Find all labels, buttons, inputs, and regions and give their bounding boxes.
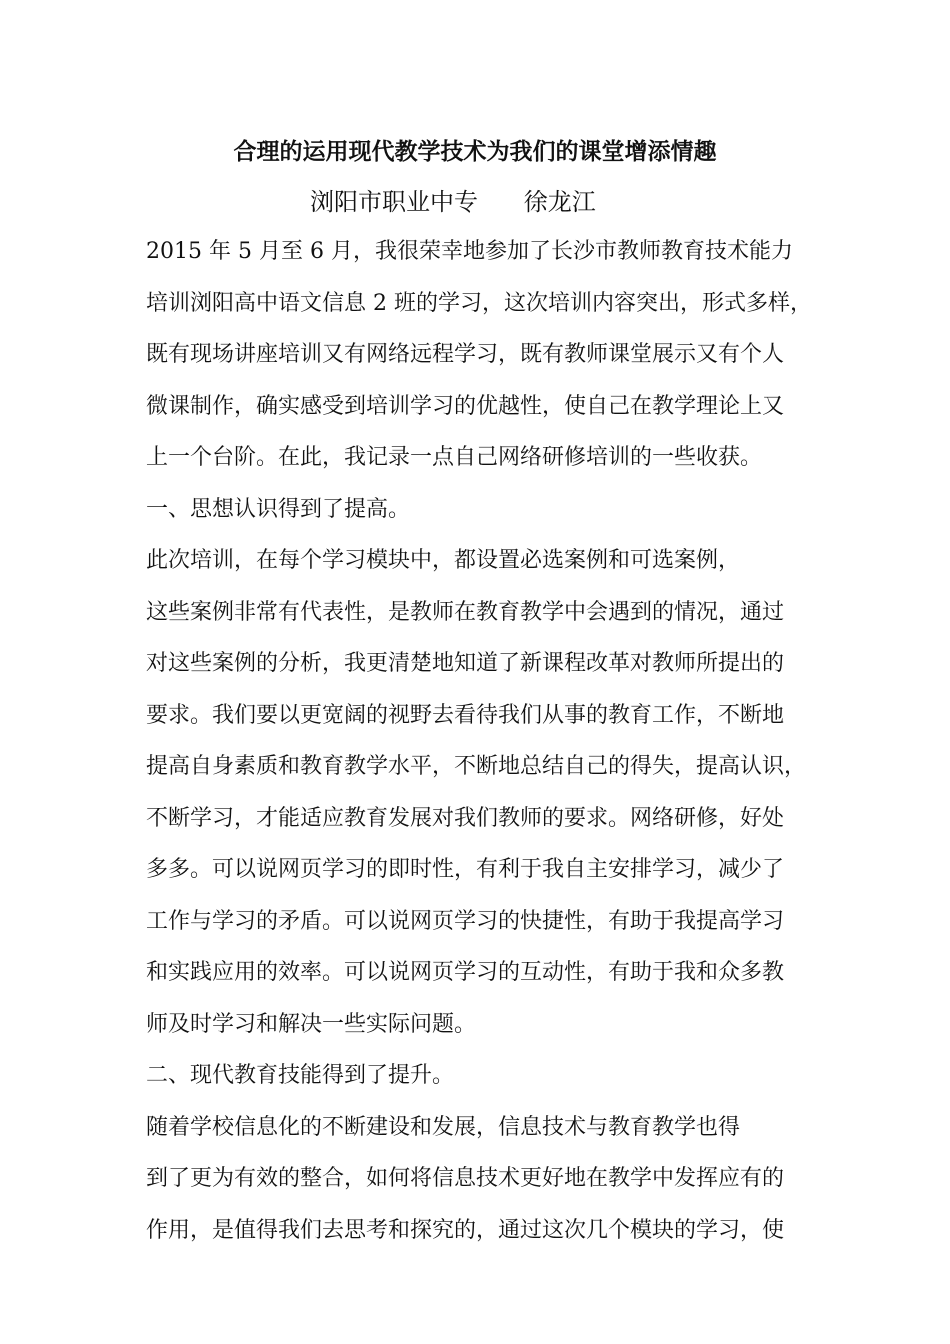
body-text-line: 师及时学习和解决一些实际问题。: [146, 1011, 477, 1037]
document-title: 合理的运用现代教学技术为我们的课堂增添情趣: [233, 139, 717, 165]
body-text-line: 一、思想认识得到了提高。: [146, 496, 411, 522]
body-text-line: 不断学习，才能适应教育发展对我们教师的要求。网络研修，好处: [146, 805, 785, 831]
body-text-line: 微课制作，确实感受到培训学习的优越性，使自己在教学理论上又: [146, 393, 785, 419]
body-text-line: 培训浏阳高中语文信息 2 班的学习，这次培训内容突出，形式多样，: [146, 290, 812, 316]
body-text-line: 作用，是值得我们去思考和探究的，通过这次几个模块的学习，使: [146, 1217, 785, 1243]
body-text-line: 既有现场讲座培训又有网络远程学习，既有教师课堂展示又有个人: [146, 342, 785, 367]
body-text-line: 随着学校信息化的不断建设和发展，信息技术与教育教学也得: [146, 1114, 741, 1140]
body-text-line: 和实践应用的效率。可以说网页学习的互动性，有助于我和众多教: [146, 960, 785, 985]
body-text-line: 提高自身素质和教育教学水平，不断地总结自己的得失，提高认识，: [146, 754, 807, 779]
body-text-line: 这些案例非常有代表性，是教师在教育教学中会遇到的情况，通过: [146, 599, 785, 625]
body-text-line: 到了更为有效的整合，如何将信息技术更好地在教学中发挥应有的: [146, 1166, 785, 1191]
body-text-line: 此次培训，在每个学习模块中，都设置必选案例和可选案例，: [146, 548, 741, 573]
body-text-line: 对这些案例的分析，我更清楚地知道了新课程改革对教师所提出的: [146, 651, 785, 676]
body-text-line: 二、现代教育技能得到了提升。: [146, 1063, 455, 1088]
body-text-line: 上一个台阶。在此，我记录一点自己网络研修培训的一些收获。: [146, 445, 763, 470]
document-author: 浏阳市职业中专 徐龙江: [310, 188, 596, 216]
body-text-line: 工作与学习的矛盾。可以说网页学习的快捷性，有助于我提高学习: [146, 908, 785, 934]
document-body: [146, 234, 810, 1264]
body-text-line: 要求。我们要以更宽阔的视野去看待我们从事的教育工作，不断地: [146, 702, 785, 728]
body-text-line: 多多。可以说网页学习的即时性，有利于我自主安排学习，减少了: [146, 857, 785, 882]
body-text-line: 2015 年 5 月至 6 月，我很荣幸地参加了长沙市教师教育技术能力: [146, 239, 793, 264]
